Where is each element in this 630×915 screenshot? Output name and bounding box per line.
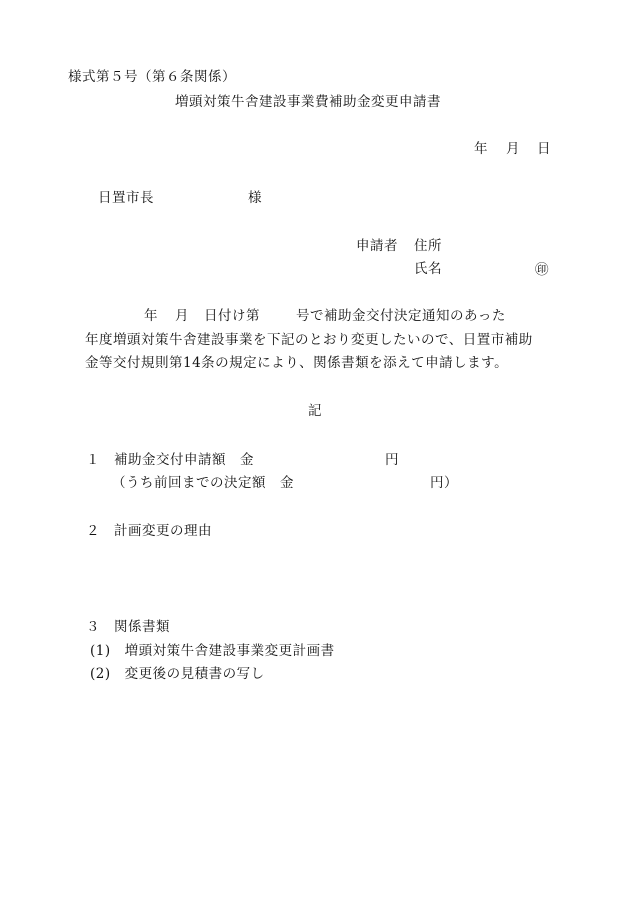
addressee-honorific: 様 bbox=[248, 190, 262, 206]
related-doc-item: (1) 増頭対策牛舎建設事業変更計画書 bbox=[90, 643, 335, 659]
date-month: 月 bbox=[506, 141, 520, 157]
applicant-name-label: 氏名 bbox=[414, 261, 442, 277]
ki-heading: 記 bbox=[308, 403, 322, 419]
seal-mark: ㊞ bbox=[535, 262, 549, 278]
body-line2: 年度増頭対策牛舎建設事業を下記のとおり変更したいので、日置市補助 bbox=[85, 332, 533, 348]
applicant-role-label: 申請者 bbox=[356, 238, 398, 254]
item-2: ２ 計画変更の理由 bbox=[86, 523, 212, 539]
related-doc-item: (2) 変更後の見積書の写し bbox=[90, 666, 265, 682]
body-line1-year: 年 bbox=[144, 308, 158, 324]
form-label: 様式第５号（第６条関係） bbox=[68, 69, 236, 85]
date-year: 年 bbox=[474, 141, 488, 157]
body-line1-day-no: 日付け第 bbox=[204, 308, 260, 324]
body-line1-rest: 号で補助金交付決定通知のあった bbox=[296, 308, 506, 324]
item-1-yen: 円 bbox=[385, 452, 399, 468]
applicant-address-label: 住所 bbox=[414, 238, 442, 254]
item-1-sub-label: （うち前回までの決定額 金 bbox=[112, 475, 294, 491]
addressee-name: 日置市長 bbox=[98, 190, 154, 206]
item-3: ３ 関係書類 bbox=[86, 619, 170, 635]
body-line1-month: 月 bbox=[175, 308, 189, 324]
body-line3: 金等交付規則第14条の規定により、関係書類を添えて申請します。 bbox=[85, 355, 509, 371]
document-title: 増頭対策牛舎建設事業費補助金変更申請書 bbox=[175, 94, 441, 110]
item-1-sub-yen: 円） bbox=[430, 475, 458, 491]
date-day: 日 bbox=[537, 141, 551, 157]
item-1-label: １ 補助金交付申請額 金 bbox=[86, 452, 254, 468]
